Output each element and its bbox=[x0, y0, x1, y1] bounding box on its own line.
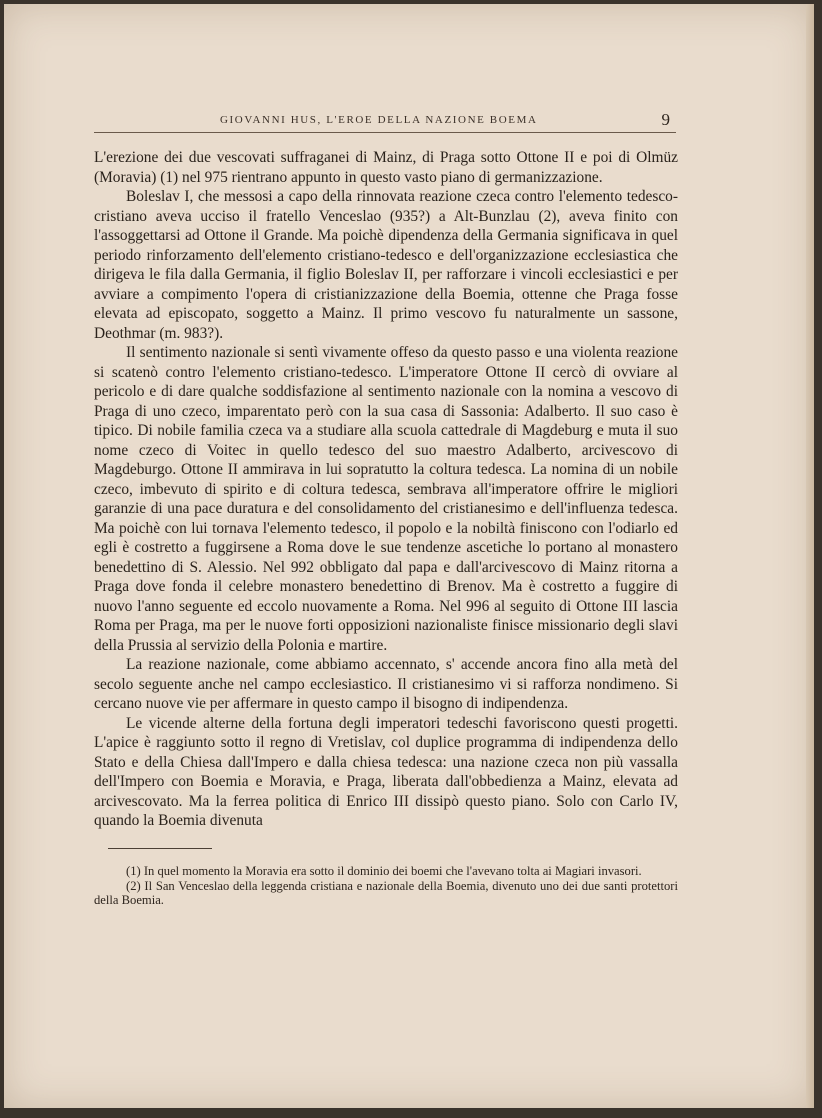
footnote: (1) In quel momento la Moravia era sotto il dominio dei boemi che l'avevano tolta ai Magiari invasori. bbox=[126, 864, 642, 878]
book-page bbox=[4, 4, 814, 1108]
paragraph: Le vicende alterne della fortuna degli imperatori tedeschi favoriscono questi progetti. L'apice è raggiunto sotto il regno di Vretislav, col duplice programma di indipendenza dello Stato e della Chiesa dall'Impero e dalla chiesa tedesca: una nazione czeca non più vassalla dell'Impero con Boemia e Moravia, e Praga, liberata dall'obbedienza a Mainz, elevata ad arcivescovato. Ma la ferrea politica di Enrico III dissipò questo piano. Solo con Carlo IV, quando la Boemia divenuta bbox=[94, 714, 678, 829]
running-title: GIOVANNI HUS, L'EROE DELLA NAZIONE BOEMA bbox=[220, 114, 538, 126]
footnote-rule bbox=[108, 848, 212, 849]
paragraph: La reazione nazionale, come abbiamo accennato, s' accende ancora fino alla metà del secolo seguente anche nel campo ecclesiastico. Il cristianesimo vi si rafforza nondimeno. Si cercano nuove vie per affermare in questo campo il bisogno di indipendenza. bbox=[94, 656, 678, 712]
footnote: (2) Il San Venceslao della leggenda cristiana e nazionale della Boemia, divenuto uno dei due santi protettori della Boemia. bbox=[94, 878, 678, 907]
paragraph: Boleslav I, che messosi a capo della rinnovata reazione czeca contro l'elemento tedesco-cristiano aveva ucciso il fratello Venceslao (935?) a Alt-Bunzlau (2), aveva finito con l'assoggettarsi ad Ottone il Grande. Ma poichè dipendenza della Germania significava in quel periodo rinforzamento dell'elemento cristiano-tedesco e dell'organizzazione ecclesiastica che dirigeva le fila dalla Germania, il figlio Boleslav II, per rafforzare i vincoli ecclesiastici e per avviare a compimento l'opera di cristianizzazione della Boemia, ottenne che Praga fosse elevata ad episcopato, soggetto a Mainz. Il primo vescovo fu naturalmente un sassone, Deothmar (m. 983?). bbox=[94, 188, 678, 342]
page-number: 9 bbox=[661, 110, 670, 129]
header-rule bbox=[94, 132, 676, 133]
page-header bbox=[92, 110, 676, 130]
paragraph: L'erezione dei due vescovati suffraganei di Mainz, di Praga sotto Ottone II e poi di Olmüz (Moravia) (1) nel 975 rientrano appunto in questo vasto piano di germanizzazione. bbox=[94, 149, 678, 186]
footnotes bbox=[94, 864, 678, 908]
body-text bbox=[94, 148, 678, 831]
paragraph: Il sentimento nazionale si sentì vivamente offeso da questo passo e una violenta reazione si scatenò contro l'elemento cristiano-tedesco. L'imperatore Ottone II cercò di ovviare al pericolo e di dare qualche soddisfazione al sentimento nazionale con la nomina a vescovo di Praga di uno czeco, imparentato però con la sua casa di Sassonia: Adalberto. Il suo caso è tipico. Di nobile familia czeca va a studiare alla scuola cattedrale di Magdeburg e muta il suo nome czeco di Voitec in quello tedesco del suo maestro Adalberto, arcivescovo di Magdeburgo. Ottone II ammirava in lui sopratutto la coltura tedesca. La nomina di un nobile czeco, imbevuto di spirito e di coltura tedesca, sembrava all'imperatore offrire le migliori garanzie di una pace duratura e del consolidamento del cristianesimo e dell'influenza tedesca. Ma poichè con lui tornava l'elemento tedesco, il popolo e la nobiltà finiscono con l'odiarlo ed egli è costretto a fuggirsene a Roma dove le sue tendenze ascetiche lo portano al monastero benedettino di S. Alessio. Nel 992 obbligato dal papa e dall'arcivescovo di Mainz ritorna a Praga dove fonda il celebre monastero benedettino di Brenov. Ma è costretto a fuggire di nuovo l'anno seguente ed eccolo nuovamente a Roma. Nel 996 al seguito di Ottone III lascia Roma per Praga, ma per le nuove forti opposizioni nazionaliste finisce missionario degli slavi della Prussia al servizio della Polonia e martire. bbox=[94, 344, 678, 654]
page-edge bbox=[806, 4, 814, 1108]
